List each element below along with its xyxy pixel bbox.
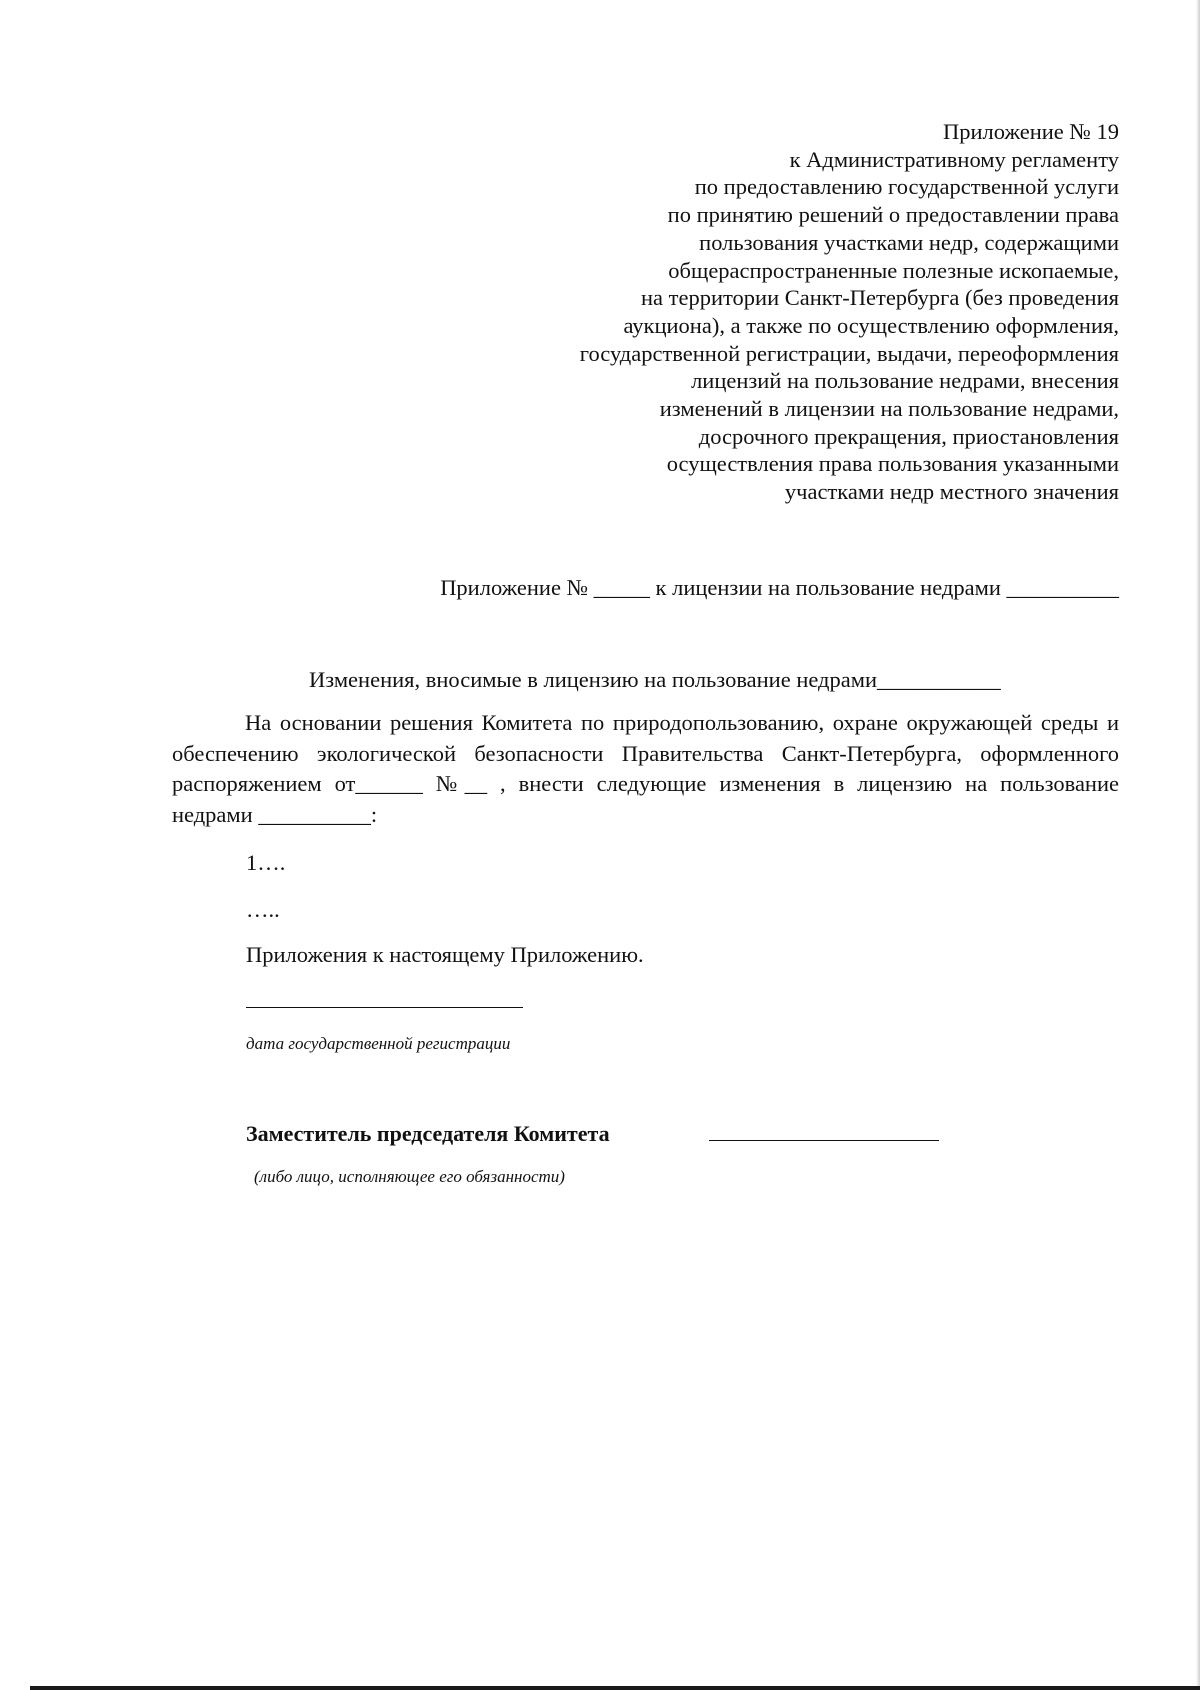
header-line: участками недр местного значения	[784, 479, 1119, 505]
attachments-line: Приложения к настоящему Приложению.	[246, 942, 644, 967]
header-line: государственной регистрации, выдачи, переоформления	[579, 340, 1119, 366]
signature-line	[709, 1140, 939, 1141]
header-line: лицензий на пользование недрами, внесения	[691, 368, 1119, 394]
header-line: к Административному регламенту	[789, 146, 1119, 172]
appendix-header	[399, 118, 1119, 506]
list-item: 1….	[246, 850, 286, 875]
header-line: на территории Санкт-Петербурга (без проведения	[641, 285, 1119, 311]
changes-title: Изменения, вносимые в лицензию на пользование недрами___________	[309, 667, 1001, 692]
body-paragraph: На основании решения Комитета по природопользованию, охране окружающей среды и обеспечению экологической безопасности Правительства Санкт-Петербурга, оформленного распоряжением от______ №__ , внести следующие изменения в лицензию на пользование недрами __________:	[172, 710, 1119, 827]
header-line: изменений в лицензии на пользование недрами,	[659, 396, 1119, 422]
header-line: общераспространенные полезные ископаемые,	[668, 257, 1119, 283]
registration-date-line	[246, 1007, 523, 1008]
header-line: осуществления права пользования указанными	[666, 451, 1119, 477]
list-item: …..	[246, 897, 280, 922]
signer-caption: (либо лицо, исполняющее его обязанности)	[254, 1167, 565, 1186]
header-line: пользования участками недр, содержащими	[699, 229, 1119, 255]
scan-edge	[1196, 0, 1200, 1690]
header-line: аукциона), а также по осуществлению оформления,	[623, 312, 1119, 338]
header-line: Приложение № 19	[943, 119, 1119, 144]
registration-date-caption: дата государственной регистрации	[246, 1034, 511, 1053]
license-appendix-line: Приложение № _____ к лицензии на пользование недрами __________	[440, 575, 1119, 600]
signer-title: Заместитель председателя Комитета	[246, 1121, 610, 1146]
header-line: по предоставлению государственной услуги	[694, 174, 1119, 200]
header-line: досрочного прекращения, приостановления	[698, 423, 1119, 449]
header-line: по принятию решений о предоставлении права	[667, 202, 1119, 228]
scan-edge	[30, 1686, 1200, 1690]
